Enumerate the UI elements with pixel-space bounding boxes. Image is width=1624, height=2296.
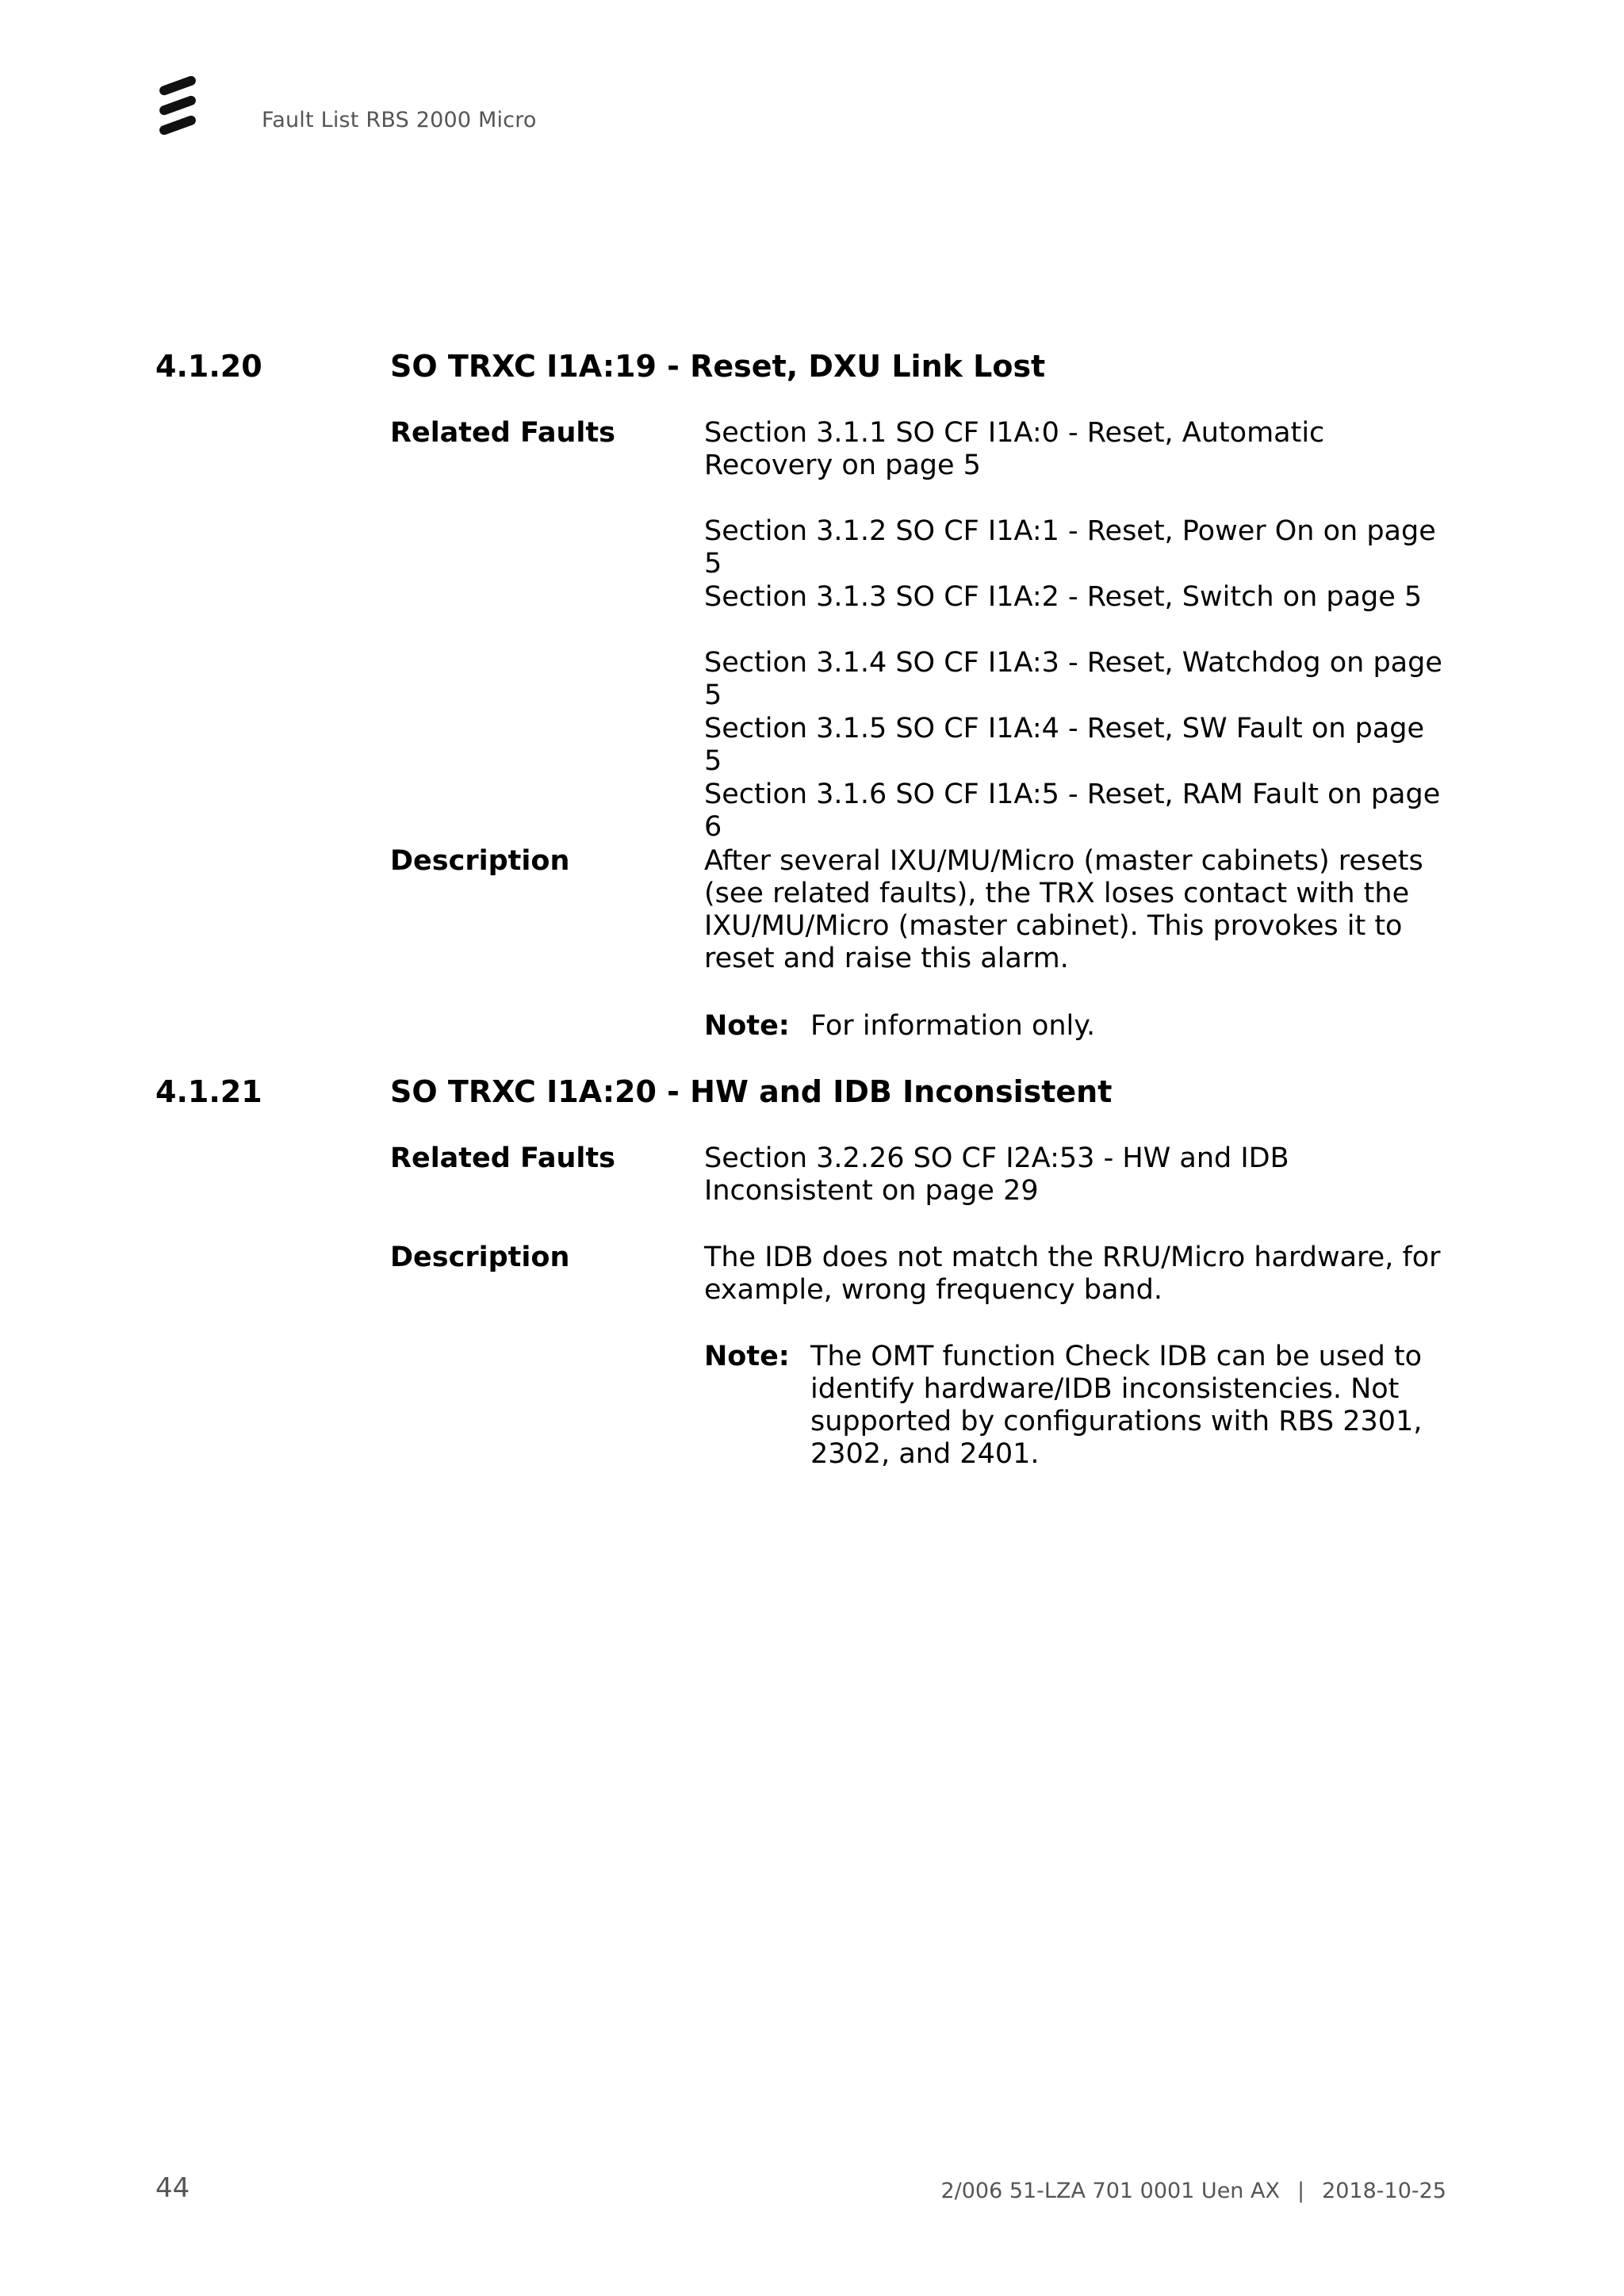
document-date: 2018-10-25 (1322, 2179, 1446, 2203)
document-number: 2/006 51-LZA 701 0001 Uen AX (940, 2179, 1280, 2203)
description-label: Description (390, 845, 570, 877)
description-text: The IDB does not match the RRU/Micro hardware, for example, wrong frequency band. (704, 1242, 1441, 1306)
related-faults-label: Related Faults (390, 1142, 615, 1174)
section-number: 4.1.21 (155, 1074, 262, 1109)
ericsson-logo-icon (155, 76, 200, 135)
related-fault-item[interactable]: Section 3.1.3 SO CF I1A:2 - Reset, Switch on page 5 (704, 581, 1423, 613)
description-text: After several IXU/MU/Micro (master cabinets) resets (see related faults), the TRX loses contact with the IXU/MU/Micro (master cabinet). This provokes it to reset and raise this alarm. (704, 845, 1423, 974)
note-label: Note: (704, 1341, 790, 1372)
related-fault-item[interactable]: Section 3.2.26 SO CF I2A:53 - HW and IDB Inconsistent on page 29 (704, 1142, 1289, 1207)
page-number: 44 (155, 2172, 190, 2204)
document-reference (940, 2179, 1446, 2203)
related-fault-item[interactable]: Section 3.1.6 SO CF I1A:5 - Reset, RAM Fault on page 6 (704, 779, 1441, 843)
document-header-title: Fault List RBS 2000 Micro (262, 108, 537, 132)
section-title: SO TRXC I1A:20 - HW and IDB Inconsistent (390, 1074, 1113, 1109)
related-fault-item[interactable]: Section 3.1.5 SO CF I1A:4 - Reset, SW Fault on page 5 (704, 713, 1425, 777)
related-fault-item[interactable]: Section 3.1.4 SO CF I1A:3 - Reset, Watchdog on page 5 (704, 647, 1442, 711)
related-fault-item[interactable]: Section 3.1.1 SO CF I1A:0 - Reset, Automatic Recovery on page 5 (704, 417, 1325, 481)
related-faults-label: Related Faults (390, 417, 615, 449)
note-text: The OMT function Check IDB can be used to identify hardware/IDB inconsistencies. Not supported by configurations with RBS 2301, 2302, and 2401. (810, 1341, 1423, 1470)
section-number: 4.1.20 (155, 349, 262, 384)
note-text: For information only. (810, 1010, 1096, 1042)
description-label: Description (390, 1242, 570, 1273)
related-fault-item[interactable]: Section 3.1.2 SO CF I1A:1 - Reset, Power On on page 5 (704, 515, 1436, 580)
note-label: Note: (704, 1010, 790, 1042)
section-title: SO TRXC I1A:19 - Reset, DXU Link Lost (390, 349, 1046, 384)
footer-separator: | (1297, 2179, 1305, 2203)
